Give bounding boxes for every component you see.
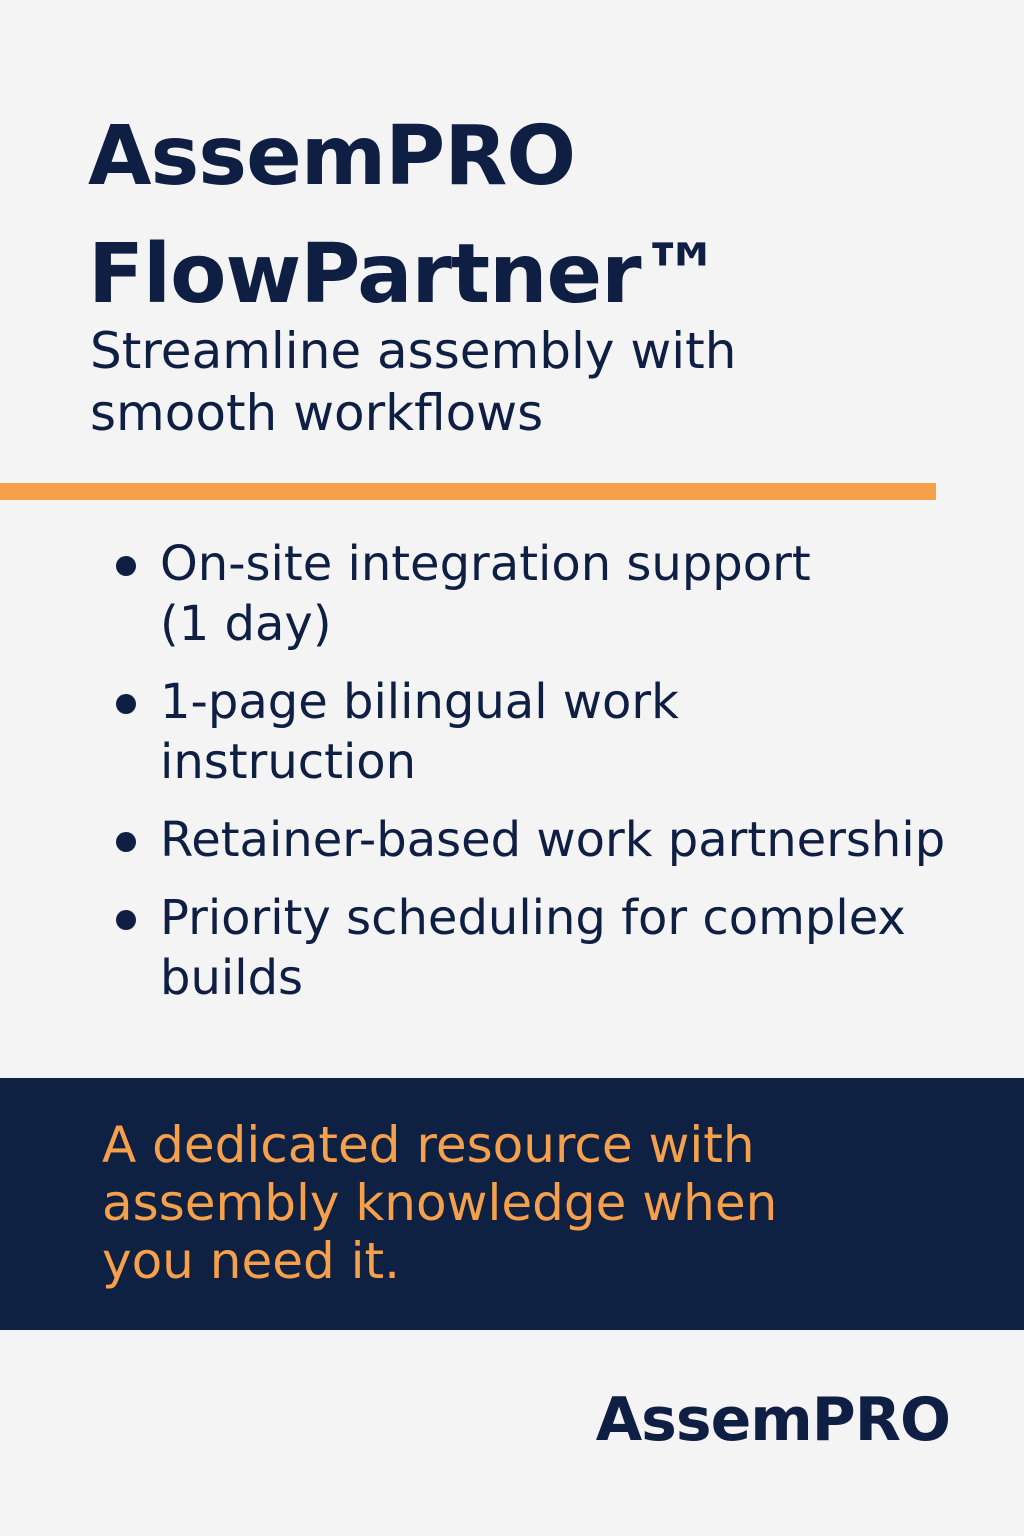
bullet-icon [116, 832, 136, 852]
accent-divider [0, 483, 936, 500]
subtitle-line: Streamline assembly with [90, 322, 737, 380]
tagline-line: assembly knowledge when [102, 1174, 778, 1232]
feature-line: On-site integration support [160, 536, 811, 592]
feature-text [160, 672, 1010, 792]
feature-line: Retainer-based work partnership [160, 812, 946, 868]
tagline-text [102, 1116, 982, 1290]
feature-line: instruction [160, 734, 417, 790]
title-line: AssemPRO [88, 109, 576, 204]
bullet-icon [116, 910, 136, 930]
feature-text [160, 810, 1010, 870]
bullet-icon [116, 556, 136, 576]
tagline-line: you need it. [102, 1232, 400, 1290]
tagline-banner [0, 1078, 1024, 1330]
feature-line: builds [160, 950, 304, 1006]
feature-text [160, 888, 1010, 1008]
feature-item [110, 810, 1010, 870]
bullet-icon [116, 694, 136, 714]
feature-item [110, 534, 1010, 654]
feature-list [110, 534, 1010, 1026]
feature-text [160, 534, 1010, 654]
brand-logo: AssemPRO [595, 1385, 950, 1455]
feature-line: Priority scheduling for complex [160, 890, 906, 946]
feature-item [110, 888, 1010, 1008]
subtitle-line: smooth workflows [90, 384, 544, 442]
feature-item [110, 672, 1010, 792]
title-line: FlowPartner™ [88, 227, 722, 322]
tagline-line: A dedicated resource with [102, 1116, 755, 1174]
feature-line: (1 day) [160, 596, 332, 652]
feature-line: 1-page bilingual work [160, 674, 679, 730]
page-subtitle [90, 320, 950, 444]
page-title [88, 98, 968, 334]
